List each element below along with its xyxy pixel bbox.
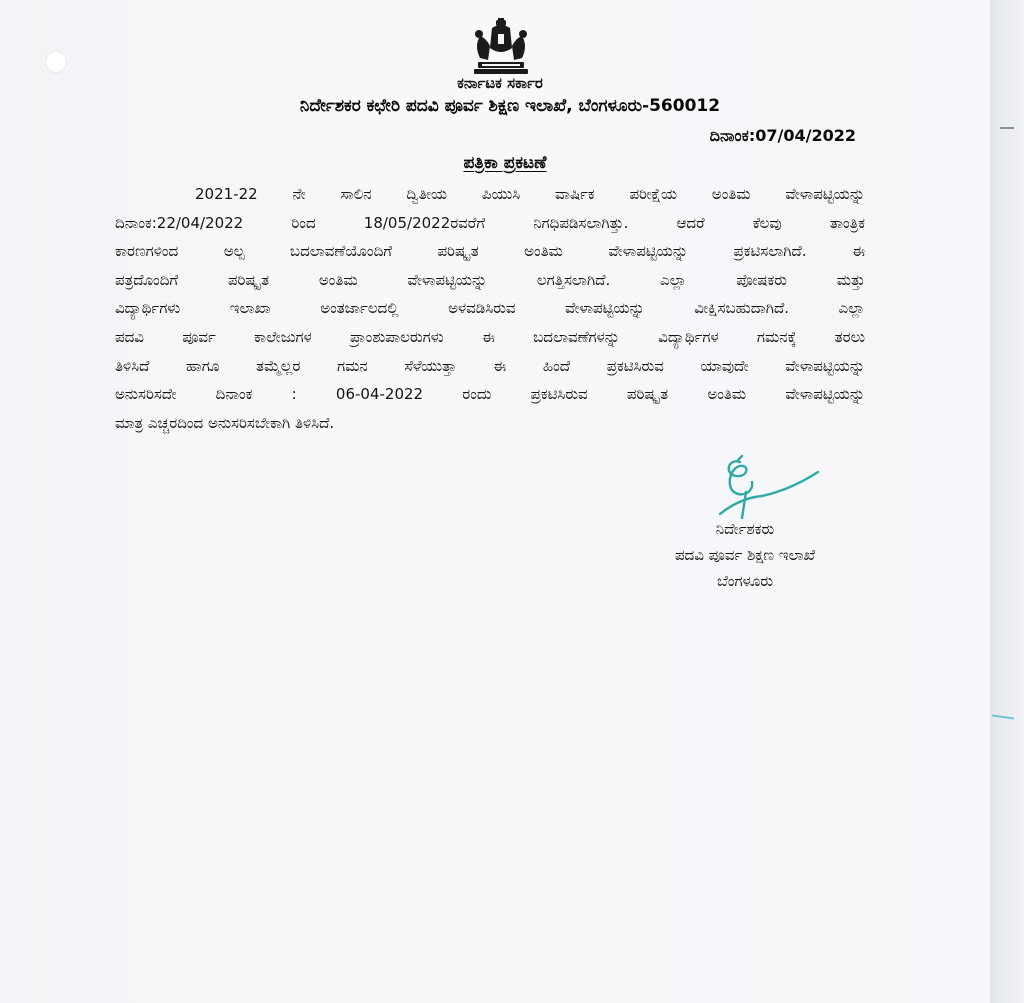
notice-line: 2021-22 ನೇ ಸಾಲಿನ ದ್ವಿತೀಯ ಪಿಯುಸಿ ವಾರ್ಷಿಕ ಪರೀಕ್ಷೆಯ ಅಂತಿಮ ವೇಳಾಪಟ್ಟಿಯನ್ನು bbox=[195, 185, 865, 203]
notice-heading: ಪತ್ರಿಕಾ ಪ್ರಕಟಣೆ bbox=[463, 153, 547, 173]
notice-line: ಪದವಿ ಪೂರ್ವ ಕಾಲೇಜುಗಳ ಪ್ರಾಂಶುಪಾಲರುಗಳು ಈ ಬದಲಾವಣೆಗಳನ್ನು ವಿದ್ಯಾರ್ಥಿಗಳ ಗಮನಕ್ಕೆ ತರಲು bbox=[115, 327, 865, 346]
notice-line: ದಿನಾಂಕ:22/04/2022 ರಿಂದ 18/05/2022ರವರೆಗೆ ನಿಗಧಿಪಡಿಸಲಾಗಿತ್ತು. ಆದರೆ ಕೆಲವು ತಾಂತ್ರಿಕ bbox=[115, 213, 865, 232]
government-name: ಕರ್ನಾಟಕ ಸರ್ಕಾರ bbox=[457, 74, 543, 92]
notice-line: ವಿದ್ಯಾರ್ಥಿಗಳು ಇಲಾಖಾ ಅಂತರ್ಜಾಲದಲ್ಲಿ ಅಳವಡಿಸಿರುವ ವೇಳಾಪಟ್ಟಿಯನ್ನು ವೀಕ್ಷಿಸಬಹುದಾಗಿದೆ. ಎಲ್ಲಾ bbox=[115, 299, 865, 318]
signatory-department: ಪದವಿ ಪೂರ್ವ ಶಿಕ್ಷಣ ಇಲಾಖೆ bbox=[674, 546, 816, 564]
issue-date: ದಿನಾಂಕ:07/04/2022 bbox=[709, 126, 856, 145]
notice-line: ಕಾರಣಗಳಿಂದ ಅಲ್ಪ ಬದಲಾವಣೆಯೊಂದಿಗೆ ಪರಿಷ್ಕೃತ ಅಂತಿಮ ವೇಳಾಪಟ್ಟಿಯನ್ನು ಪ್ರಕಟಿಸಲಾಗಿದೆ. ಈ bbox=[115, 242, 865, 261]
scan-edge bbox=[990, 0, 1024, 1003]
notice-line: ಪತ್ರದೊಂದಿಗೆ ಪರಿಷ್ಕೃತ ಅಂತಿಮ ವೇಳಾಪಟ್ಟಿಯನ್ನು ಲಗತ್ತಿಸಲಾಗಿದೆ. ಎಲ್ಲಾ ಪೋಷಕರು ಮತ್ತು bbox=[115, 270, 865, 289]
signatory-city: ಬೆಂಗಳೂರು bbox=[716, 572, 774, 590]
edge-mark bbox=[1000, 127, 1014, 129]
punch-hole bbox=[46, 52, 66, 72]
signatory-block bbox=[620, 516, 870, 594]
notice-line: ತಿಳಿಸಿದೆ ಹಾಗೂ ತಮ್ಮೆಲ್ಲರ ಗಮನ ಸೆಳೆಯುತ್ತಾ ಈ ಹಿಂದೆ ಪ್ರಕಟಿಸಿರುವ ಯಾವುದೇ ವೇಳಾಪಟ್ಟಿಯನ್ನು bbox=[115, 356, 865, 375]
office-address: ನಿರ್ದೇಶಕರ ಕಛೇರಿ ಪದವಿ ಪೂರ್ವ ಶಿಕ್ಷಣ ಇಲಾಖೆ, ಬೆಂಗಳೂರು-560012 bbox=[299, 96, 721, 116]
state-emblem-icon bbox=[470, 18, 532, 76]
notice-line: ಅನುಸರಿಸದೇ ದಿನಾಂಕ : 06-04-2022 ರಂದು ಪ್ರಕಟಿಸಿರುವ ಪರಿಷ್ಕೃತ ಅಂತಿಮ ವೇಳಾಪಟ್ಟಿಯನ್ನು bbox=[115, 385, 865, 404]
signatory-title: ನಿರ್ದೇಶಕರು bbox=[715, 520, 775, 538]
notice-body bbox=[115, 180, 865, 437]
notice-line: ಮಾತ್ರ ಎಚ್ಚರದಿಂದ ಅನುಸರಿಸಬೇಕಾಗಿ ತಿಳಿಸಿದೆ. bbox=[115, 413, 335, 432]
